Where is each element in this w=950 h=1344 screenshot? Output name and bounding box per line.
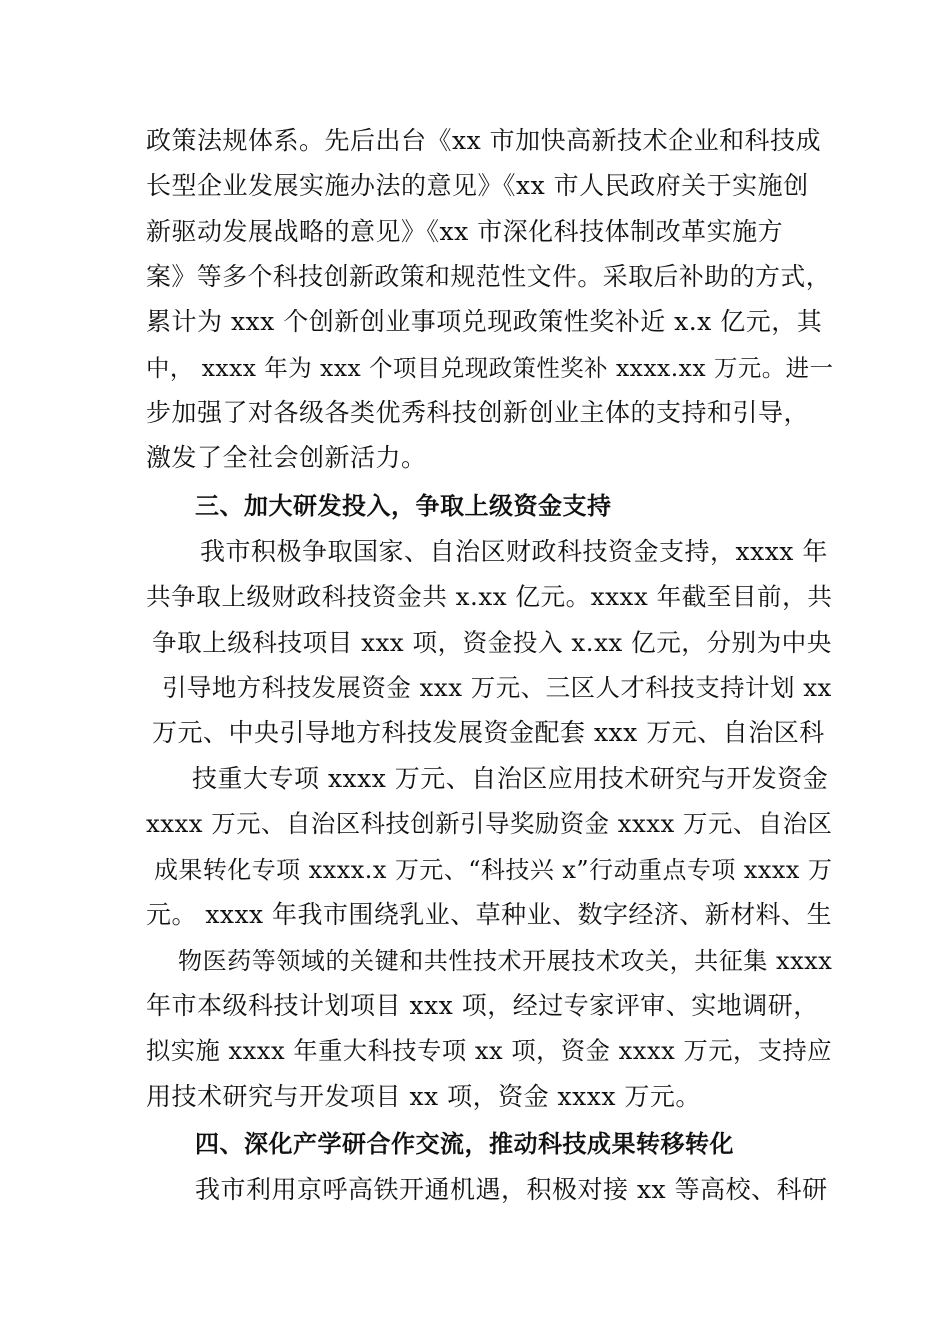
paragraph-line: 中， xxxx 年为 xxx 个项目兑现政策性奖补 xxxx.xx 万元。进一 [146,354,834,382]
paragraph-line: 步加强了对各级各类优秀科技创新创业主体的支持和引导， [146,398,810,427]
paragraph-line: 用技术研究与开发项目 xx 项，资金 xxxx 万元。 [146,1082,701,1111]
paragraph-line: 共争取上级财政科技资金共 x.xx 亿元。xxxx 年截至目前，共 [146,582,833,611]
paragraph-line: 新驱动发展战略的意见》《xx 市深化科技体制改革实施方 [146,217,784,246]
paragraph-line: 长型企业发展实施办法的意见》《xx 市人民政府关于实施创 [146,171,809,200]
paragraph-line: 元。 xxxx 年我市围绕乳业、草种业、数字经济、新材料、生 [146,900,833,929]
paragraph-line: 累计为 xxx 个创新创业事项兑现政策性奖补近 x.x 亿元，其 [146,307,823,336]
paragraph-line: 拟实施 xxxx 年重大科技专项 xx 项，资金 xxxx 万元，支持应 [146,1036,833,1065]
paragraph-line: 争取上级科技项目 xxx 项，资金投入 x.xx 亿元，分别为中央 [152,628,832,657]
paragraph-line: xxxx 万元、自治区科技创新引导奖励资金 xxxx 万元、自治区 [146,809,833,838]
paragraph-line: 物医药等领域的关键和共性技术开展技术攻关，共征集 xxxx [178,947,833,975]
paragraph-line: 年市本级科技计划项目 xxx 项，经过专家评审、实地调研， [146,991,819,1020]
paragraph-line: 激发了全社会创新活力。 [146,443,427,472]
paragraph-line: 引导地方科技发展资金 xxx 万元、三区人才科技支持计划 xx [162,673,832,702]
paragraph-line: 政策法规体系。先后出台《xx 市加快高新技术企业和科技成 [146,126,822,155]
paragraph-line: 万元、中央引导地方科技发展资金配套 xxx 万元、自治区科 [152,718,825,747]
section-heading-3: 三、加大研发投入，争取上级资金支持 [195,492,612,520]
paragraph-line: 案》等多个科技创新政策和规范性文件。采取后补助的方式， [146,262,832,291]
paragraph-line: 成果转化专项 xxxx.x 万元、“科技兴 x”行动重点专项 xxxx 万 [154,856,833,884]
section-heading-4: 四、深化产学研合作交流，推动科技成果转移转化 [195,1130,734,1158]
paragraph-line: 我市积极争取国家、自治区财政科技资金支持，xxxx 年 [200,537,828,566]
paragraph-line: 技重大专项 xxxx 万元、自治区应用技术研究与开发资金 [192,764,829,793]
paragraph-line: 我市利用京呼高铁开通机遇，积极对接 xx 等高校、科研 [195,1175,828,1204]
